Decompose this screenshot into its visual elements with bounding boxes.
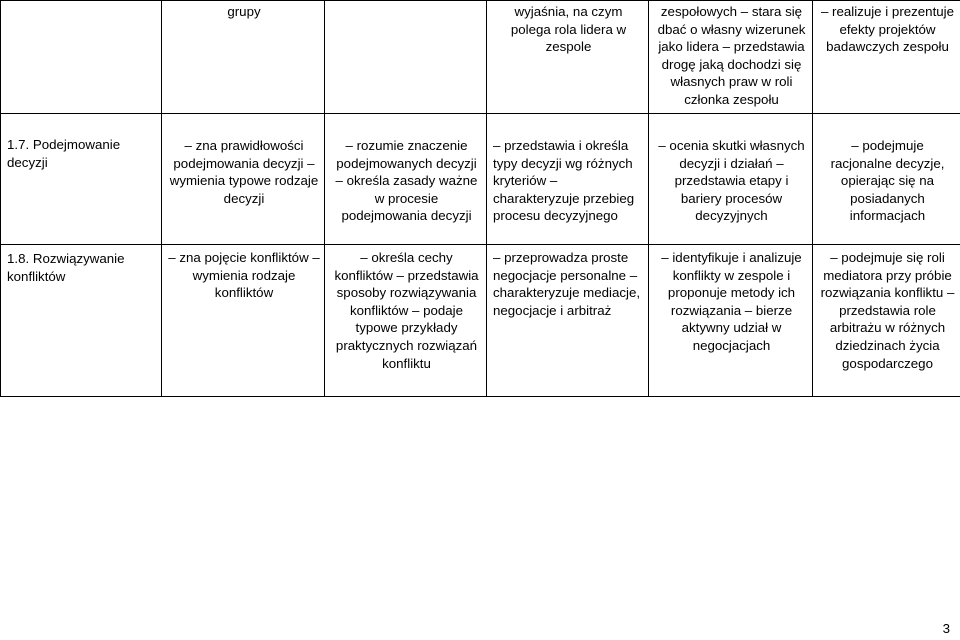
table-cell [487,114,649,245]
table-cell [813,1,960,114]
cell-text: – podejmuje się roli mediatora przy próbie rozwiązania konfliktu – przedstawia role arbitrażu w różnych dziedzinach życia gospodarczego [820,250,955,371]
cell-text: – zna prawidłowości podejmowania decyzji – wymienia typowe rodzaje decyzji [169,138,319,206]
table-cell [487,1,649,114]
table-cell [162,245,325,397]
table-cell-topic [1,1,162,114]
cell-text: wyjaśnia, na czym polega rola lidera w zespole [510,4,627,55]
cell-text: – przedstawia i określa typy decyzji wg różnych kryteriów – charakteryzuje przebieg procesu decyzyjnego [493,138,635,224]
table-cell [325,1,487,114]
table-cell [325,114,487,245]
page-number: 3 [942,621,950,636]
topic-title: 1.7. Podejmowanie decyzji [7,137,121,170]
cell-text: – zna pojęcie konfliktów – wymienia rodzaje konfliktów [168,250,320,301]
table-cell [649,1,813,114]
table-cell [813,245,960,397]
table-cell [649,245,813,397]
cell-text: zespołowych – stara się dbać o własny wizerunek jako lidera – przedstawia drogę jaką dochodzi się własnych praw w roli członka zespołu [657,4,806,107]
topic-title: 1.8. Rozwiązywanie konfliktów [7,251,125,284]
table-row [1,245,960,397]
table-cell-topic [1,245,162,397]
table-cell [162,114,325,245]
table-cell [813,114,960,245]
cell-text: – identyfikuje i analizuje konflikty w zespole i proponuje metody ich rozwiązania – bierze aktywny udział w negocjacjach [661,250,802,353]
cell-text: – określa cechy konfliktów – przedstawia sposoby rozwiązywania konfliktów – podaje typowe przykłady praktycznych rozwiązań konfliktu [334,250,479,371]
table-cell [325,245,487,397]
cell-text: – przeprowadza proste negocjacje personalne – charakteryzuje mediacje, negocjacje i arbitraż [493,250,641,318]
cell-text: – realizuje i prezentuje efekty projektów badawczych zespołu [820,4,955,55]
table-cell-topic [1,114,162,245]
cell-text: – ocenia skutki własnych decyzji i działań – przedstawia etapy i bariery procesów decyzyjnych [658,138,805,224]
table-row [1,114,960,245]
table-row [1,1,960,114]
cell-text: – rozumie znaczenie podejmowanych decyzji – określa zasady ważne w procesie podejmowania decyzji [335,138,478,224]
cell-text: – podejmuje racjonalne decyzje, opierając się na posiadanych informacjach [830,138,945,224]
table-cell [487,245,649,397]
table-cell [162,1,325,114]
table-cell [649,114,813,245]
cell-text: grupy [227,4,261,19]
